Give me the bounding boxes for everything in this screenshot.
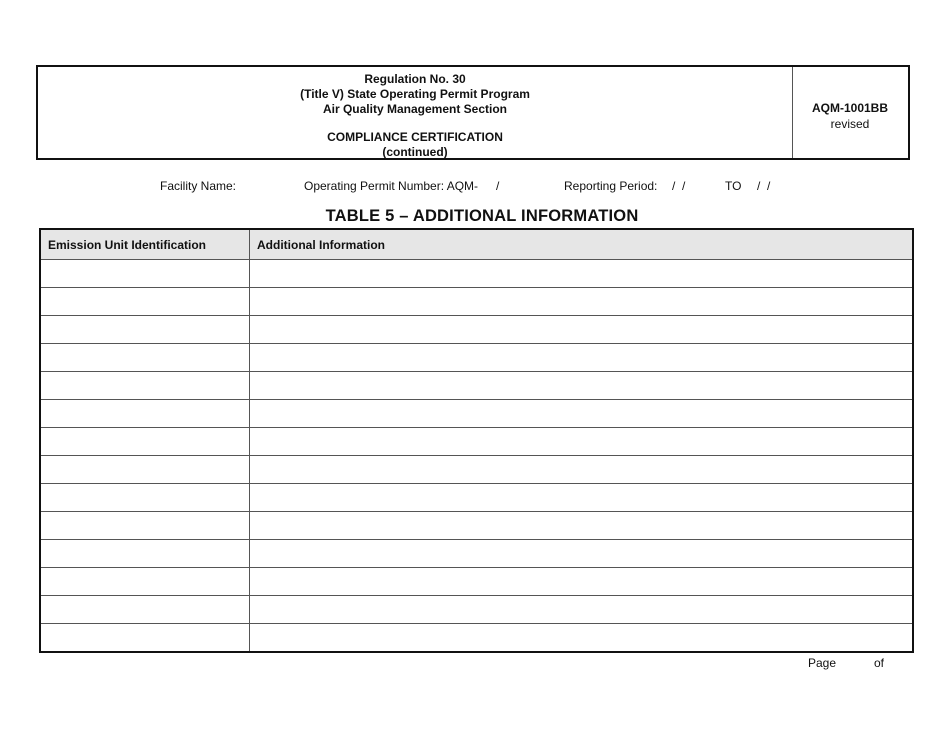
additional-info-cell[interactable] [250,484,914,512]
emission-unit-cell[interactable] [40,596,250,624]
table-row [40,316,913,344]
facility-name-label: Facility Name: [160,179,237,193]
emission-unit-cell[interactable] [40,484,250,512]
form-code: AQM-1001BB [811,101,889,115]
emission-unit-cell[interactable] [40,316,250,344]
additional-info-cell[interactable] [250,624,914,653]
table-row [40,540,913,568]
table-row [40,400,913,428]
table-row [40,484,913,512]
additional-info-table [39,228,914,653]
permit-number-separator: / [496,179,500,193]
table-row [40,568,913,596]
emission-unit-cell[interactable] [40,512,250,540]
additional-info-cell[interactable] [250,540,914,568]
emission-unit-cell[interactable] [40,428,250,456]
additional-info-cell[interactable] [250,372,914,400]
table-row [40,372,913,400]
regulation-title: Regulation No. 30 [364,72,466,86]
table-row [40,596,913,624]
additional-info-cell[interactable] [250,428,914,456]
table-row [40,344,913,372]
form-revision: revised [830,117,870,131]
additional-info-cell[interactable] [250,316,914,344]
additional-info-cell[interactable] [250,456,914,484]
emission-unit-cell[interactable] [40,344,250,372]
page-of-label: of [874,656,885,670]
emission-unit-cell[interactable] [40,400,250,428]
table-header-row [40,229,913,260]
period-to-field[interactable]: / / [757,179,771,193]
program-title: (Title V) State Operating Permit Program [300,87,530,101]
emission-unit-cell[interactable] [40,260,250,288]
additional-info-cell[interactable] [250,568,914,596]
column-header-emission-unit: Emission Unit Identification [40,229,250,260]
table-row [40,456,913,484]
emission-unit-cell[interactable] [40,288,250,316]
column-header-additional-info: Additional Information [250,229,914,260]
additional-info-cell[interactable] [250,596,914,624]
period-to-label: TO [725,179,742,193]
additional-info-cell[interactable] [250,288,914,316]
additional-info-cell[interactable] [250,400,914,428]
page-label: Page [808,656,837,670]
table-row [40,624,913,653]
period-from-field[interactable]: / / [672,179,686,193]
table-row [40,512,913,540]
section-title: Air Quality Management Section [322,102,508,116]
additional-info-cell[interactable] [250,512,914,540]
form-subtitle: (continued) [382,145,448,159]
additional-info-cell[interactable] [250,260,914,288]
form-title: COMPLIANCE CERTIFICATION [327,130,503,144]
form-header-title-block [38,67,793,158]
emission-unit-cell[interactable] [40,568,250,596]
form-header [36,65,910,160]
emission-unit-cell[interactable] [40,540,250,568]
table-row [40,428,913,456]
additional-info-cell[interactable] [250,344,914,372]
form-code-block [792,67,908,158]
table-row [40,288,913,316]
reporting-period-label: Reporting Period: [564,179,658,193]
table-row [40,260,913,288]
table-title: TABLE 5 – ADDITIONAL INFORMATION [325,207,639,225]
permit-number-label: Operating Permit Number: AQM- [304,179,479,193]
emission-unit-cell[interactable] [40,624,250,653]
emission-unit-cell[interactable] [40,372,250,400]
emission-unit-cell[interactable] [40,456,250,484]
